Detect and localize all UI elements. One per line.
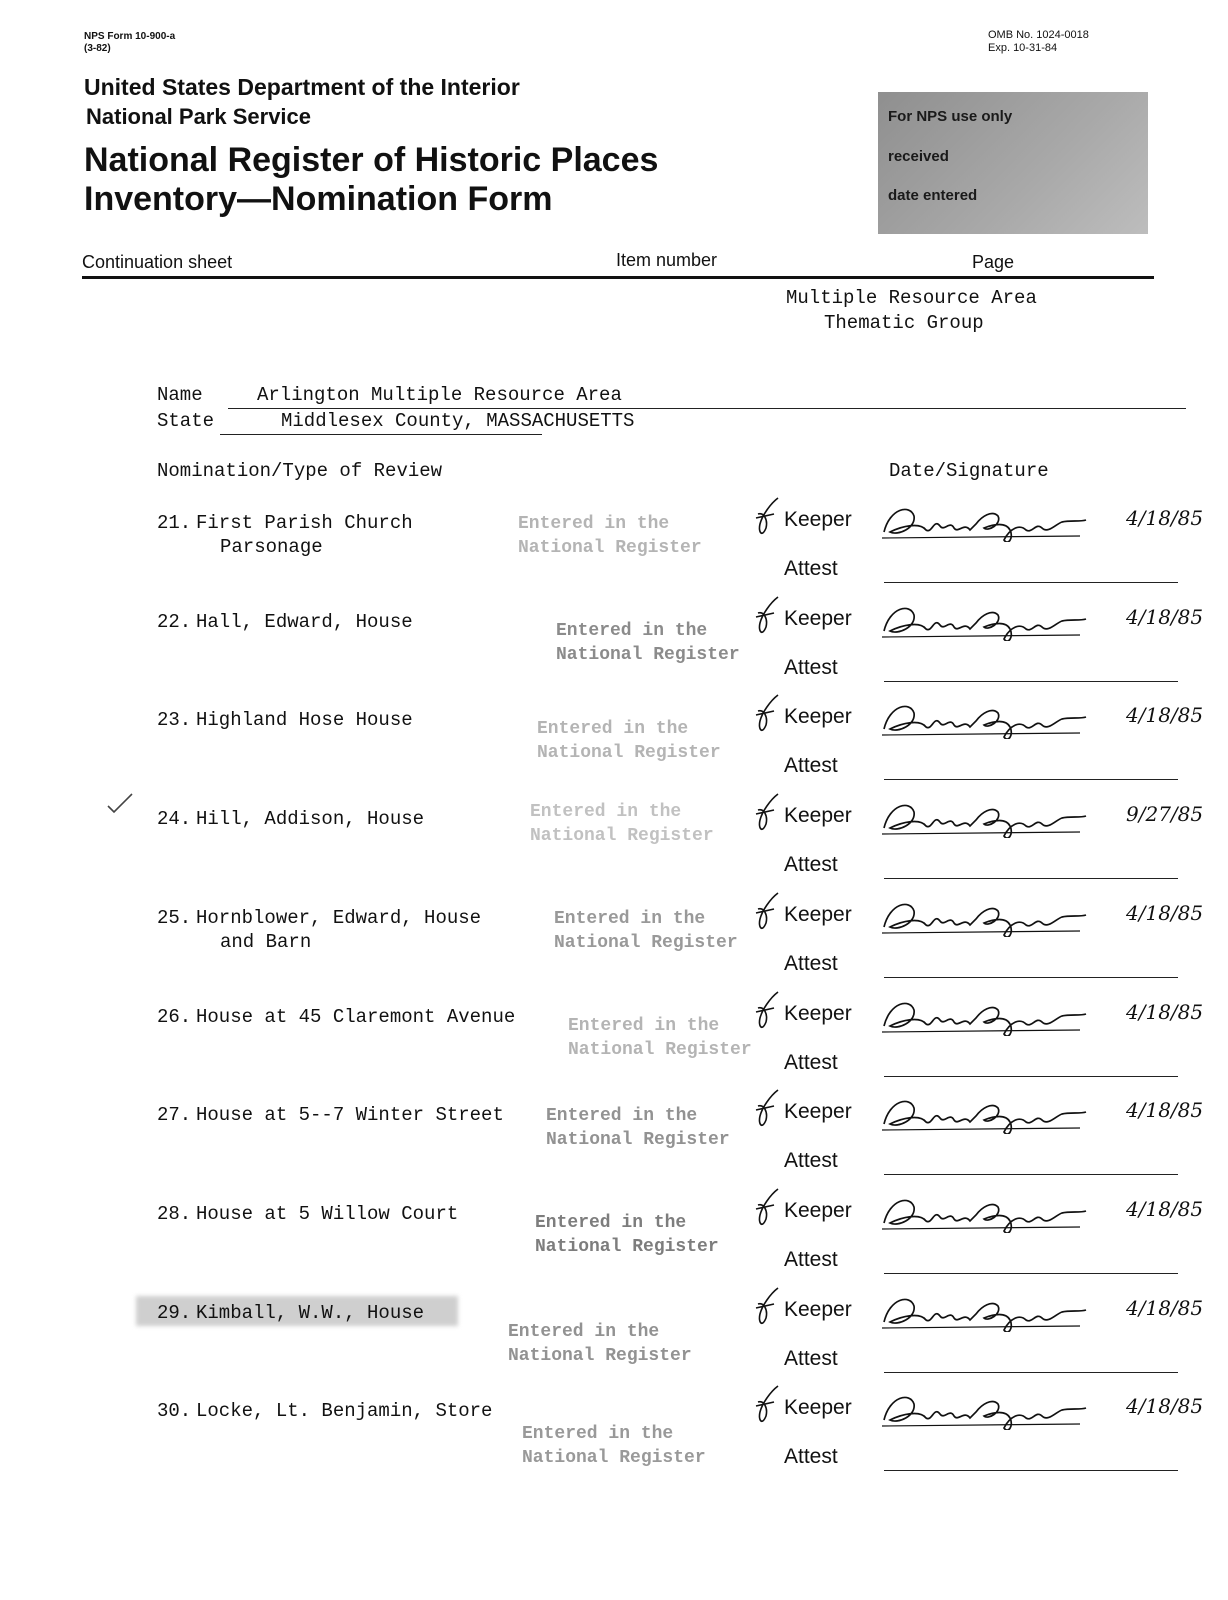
attest-signature-line bbox=[884, 779, 1178, 780]
group-line1: Multiple Resource Area bbox=[786, 287, 1037, 309]
attest-signature-line bbox=[884, 878, 1178, 879]
stamp-line1: Entered in the bbox=[537, 719, 689, 740]
entry-property-name: Hill, Addison, House bbox=[196, 808, 425, 831]
keeper-label: Keeper bbox=[784, 1100, 852, 1124]
for-mark bbox=[752, 988, 788, 1036]
for-mark bbox=[752, 790, 788, 838]
for-mark bbox=[752, 889, 788, 937]
form-revision: (3-82) bbox=[84, 43, 111, 54]
entry-property-name: Highland Hose House bbox=[196, 709, 413, 732]
entered-stamp bbox=[546, 1104, 730, 1152]
department-heading: United States Department of the Interior bbox=[84, 74, 520, 100]
for-mark bbox=[752, 1185, 788, 1233]
attest-label: Attest bbox=[784, 853, 838, 877]
signature-date: 4/18/85 bbox=[1126, 1098, 1204, 1123]
state-value: Middlesex County, MASSACHUSETTS bbox=[281, 410, 635, 432]
name-label: Name bbox=[157, 384, 203, 406]
attest-signature-line bbox=[884, 1174, 1178, 1175]
attest-signature-line bbox=[884, 681, 1178, 682]
for-mark bbox=[752, 593, 788, 641]
entry-property-name: House at 5--7 Winter Street bbox=[196, 1104, 504, 1127]
keeper-label: Keeper bbox=[784, 1001, 852, 1025]
continuation-label: Continuation sheet bbox=[82, 252, 233, 272]
for-mark bbox=[752, 1284, 788, 1332]
entry-property-name-cont: and Barn bbox=[220, 930, 312, 953]
keeper-label: Keeper bbox=[784, 804, 852, 828]
attest-signature-line bbox=[884, 977, 1178, 978]
attest-label: Attest bbox=[784, 1149, 838, 1173]
keeper-label: Keeper bbox=[784, 1297, 852, 1321]
entry-property-name-cont: Parsonage bbox=[220, 536, 323, 558]
group-line2: Thematic Group bbox=[824, 312, 984, 334]
entry-number: 25. bbox=[157, 906, 192, 929]
stamp-line2: National Register bbox=[554, 932, 738, 953]
keeper-label: Keeper bbox=[784, 902, 852, 926]
item-number-label: Item number bbox=[616, 250, 718, 270]
for-mark bbox=[752, 1086, 788, 1134]
entry-number: 24. bbox=[157, 808, 192, 831]
stamp-line1: Entered in the bbox=[556, 620, 708, 641]
attest-signature-line bbox=[884, 1372, 1178, 1373]
attest-signature-line bbox=[884, 1076, 1178, 1077]
stamp-line2: National Register bbox=[530, 826, 714, 847]
keeper-label: Keeper bbox=[784, 606, 852, 630]
for-mark bbox=[752, 494, 788, 542]
signature-date: 9/27/85 bbox=[1126, 802, 1204, 827]
service-heading: National Park Service bbox=[86, 104, 312, 129]
attest-label: Attest bbox=[784, 754, 838, 778]
header-rule bbox=[82, 276, 1154, 279]
stamp-line1: Entered in the bbox=[535, 1212, 687, 1233]
entry-number: 30. bbox=[157, 1400, 192, 1423]
attest-label: Attest bbox=[784, 1050, 838, 1074]
stamp-line2: National Register bbox=[568, 1039, 752, 1060]
entered-stamp bbox=[556, 619, 740, 667]
entry-property-name: Locke, Lt. Benjamin, Store bbox=[196, 1400, 493, 1423]
stamp-line2: National Register bbox=[556, 644, 740, 665]
keeper-signature bbox=[880, 502, 1120, 542]
for-mark bbox=[752, 1382, 788, 1430]
omb-number: OMB No. 1024-0018 bbox=[988, 29, 1089, 41]
form-number: NPS Form 10-900-a bbox=[84, 31, 176, 42]
keeper-signature bbox=[880, 601, 1120, 641]
stamp-line1: Entered in the bbox=[518, 514, 670, 534]
keeper-signature bbox=[880, 897, 1120, 937]
keeper-label: Keeper bbox=[784, 1396, 852, 1420]
received-label: received bbox=[888, 148, 949, 165]
entry-number: 26. bbox=[157, 1005, 192, 1028]
keeper-label: Keeper bbox=[784, 1198, 852, 1222]
page-label: Page bbox=[972, 252, 1015, 272]
stamp-line1: Entered in the bbox=[530, 802, 682, 823]
entered-stamp bbox=[537, 717, 721, 765]
check-mark bbox=[106, 792, 134, 821]
entry-property-name: House at 45 Claremont Avenue bbox=[196, 1005, 516, 1028]
keeper-label: Keeper bbox=[784, 508, 852, 531]
omb-expiration: Exp. 10-31-84 bbox=[988, 42, 1058, 54]
stamp-line2: National Register bbox=[518, 538, 702, 558]
stamp-line1: Entered in the bbox=[508, 1321, 660, 1342]
state-label: State bbox=[157, 410, 215, 432]
entry-number: 28. bbox=[157, 1202, 192, 1225]
entry-number: 29. bbox=[157, 1301, 192, 1324]
entry-property-name: First Parish Church bbox=[196, 512, 413, 534]
name-underline bbox=[228, 408, 1186, 409]
attest-signature-line bbox=[884, 582, 1178, 583]
nomination-column-label: Nomination/Type of Review bbox=[157, 460, 443, 482]
keeper-label: Keeper bbox=[784, 705, 852, 729]
entered-stamp bbox=[518, 512, 702, 560]
attest-label: Attest bbox=[784, 557, 838, 580]
signature-date: 4/18/85 bbox=[1126, 999, 1204, 1024]
stamp-line1: Entered in the bbox=[546, 1106, 698, 1127]
stamp-line2: National Register bbox=[535, 1236, 719, 1257]
for-mark bbox=[752, 691, 788, 739]
entry-property-name: House at 5 Willow Court bbox=[196, 1202, 459, 1225]
keeper-signature bbox=[880, 996, 1120, 1036]
nps-use-heading: For NPS use only bbox=[888, 108, 1013, 125]
entry-number: 23. bbox=[157, 709, 192, 732]
date-entered-label: date entered bbox=[888, 187, 978, 204]
name-value: Arlington Multiple Resource Area bbox=[257, 384, 622, 406]
signature-date: 4/18/85 bbox=[1126, 900, 1204, 925]
date-signature-column-label: Date/Signature bbox=[889, 460, 1049, 482]
stamp-line2: National Register bbox=[508, 1345, 692, 1366]
signature-date: 4/18/85 bbox=[1126, 604, 1204, 629]
stamp-line2: National Register bbox=[537, 743, 721, 764]
signature-date: 4/18/85 bbox=[1126, 1196, 1204, 1221]
attest-label: Attest bbox=[784, 1445, 838, 1469]
entered-stamp bbox=[568, 1014, 752, 1062]
keeper-signature bbox=[880, 1292, 1120, 1332]
stamp-line1: Entered in the bbox=[522, 1424, 674, 1445]
stamp-line2: National Register bbox=[522, 1448, 706, 1469]
attest-label: Attest bbox=[784, 655, 838, 679]
attest-signature-line bbox=[884, 1470, 1178, 1471]
attest-label: Attest bbox=[784, 1346, 838, 1370]
form-title-line2: Inventory—Nomination Form bbox=[84, 180, 553, 218]
form-title-line1: National Register of Historic Places bbox=[84, 141, 659, 179]
stamp-line1: Entered in the bbox=[554, 908, 706, 929]
nps-use-box bbox=[878, 92, 1148, 234]
entry-property-name: Kimball, W.W., House bbox=[196, 1301, 425, 1324]
entry-number: 22. bbox=[157, 610, 192, 633]
entered-stamp bbox=[508, 1320, 692, 1368]
signature-date: 4/18/85 bbox=[1126, 1394, 1204, 1419]
entry-number: 21. bbox=[157, 512, 192, 534]
attest-label: Attest bbox=[784, 951, 838, 975]
keeper-signature bbox=[880, 798, 1120, 838]
attest-signature-line bbox=[884, 1273, 1178, 1274]
stamp-line1: Entered in the bbox=[568, 1015, 720, 1036]
signature-date: 4/18/85 bbox=[1126, 1295, 1204, 1320]
entered-stamp bbox=[530, 800, 714, 848]
keeper-signature bbox=[880, 1193, 1120, 1233]
entry-number: 27. bbox=[157, 1104, 192, 1127]
keeper-signature bbox=[880, 1390, 1120, 1430]
attest-label: Attest bbox=[784, 1247, 838, 1271]
entered-stamp bbox=[535, 1211, 719, 1259]
entry-property-name: Hornblower, Edward, House bbox=[196, 906, 482, 929]
state-underline bbox=[220, 434, 542, 435]
entry-property-name: Hall, Edward, House bbox=[196, 610, 413, 633]
entered-stamp bbox=[554, 907, 738, 955]
signature-date: 4/18/85 bbox=[1126, 506, 1204, 530]
keeper-signature bbox=[880, 1094, 1120, 1134]
keeper-signature bbox=[880, 699, 1120, 739]
entered-stamp bbox=[522, 1422, 706, 1470]
signature-date: 4/18/85 bbox=[1126, 703, 1204, 728]
stamp-line2: National Register bbox=[546, 1130, 730, 1151]
